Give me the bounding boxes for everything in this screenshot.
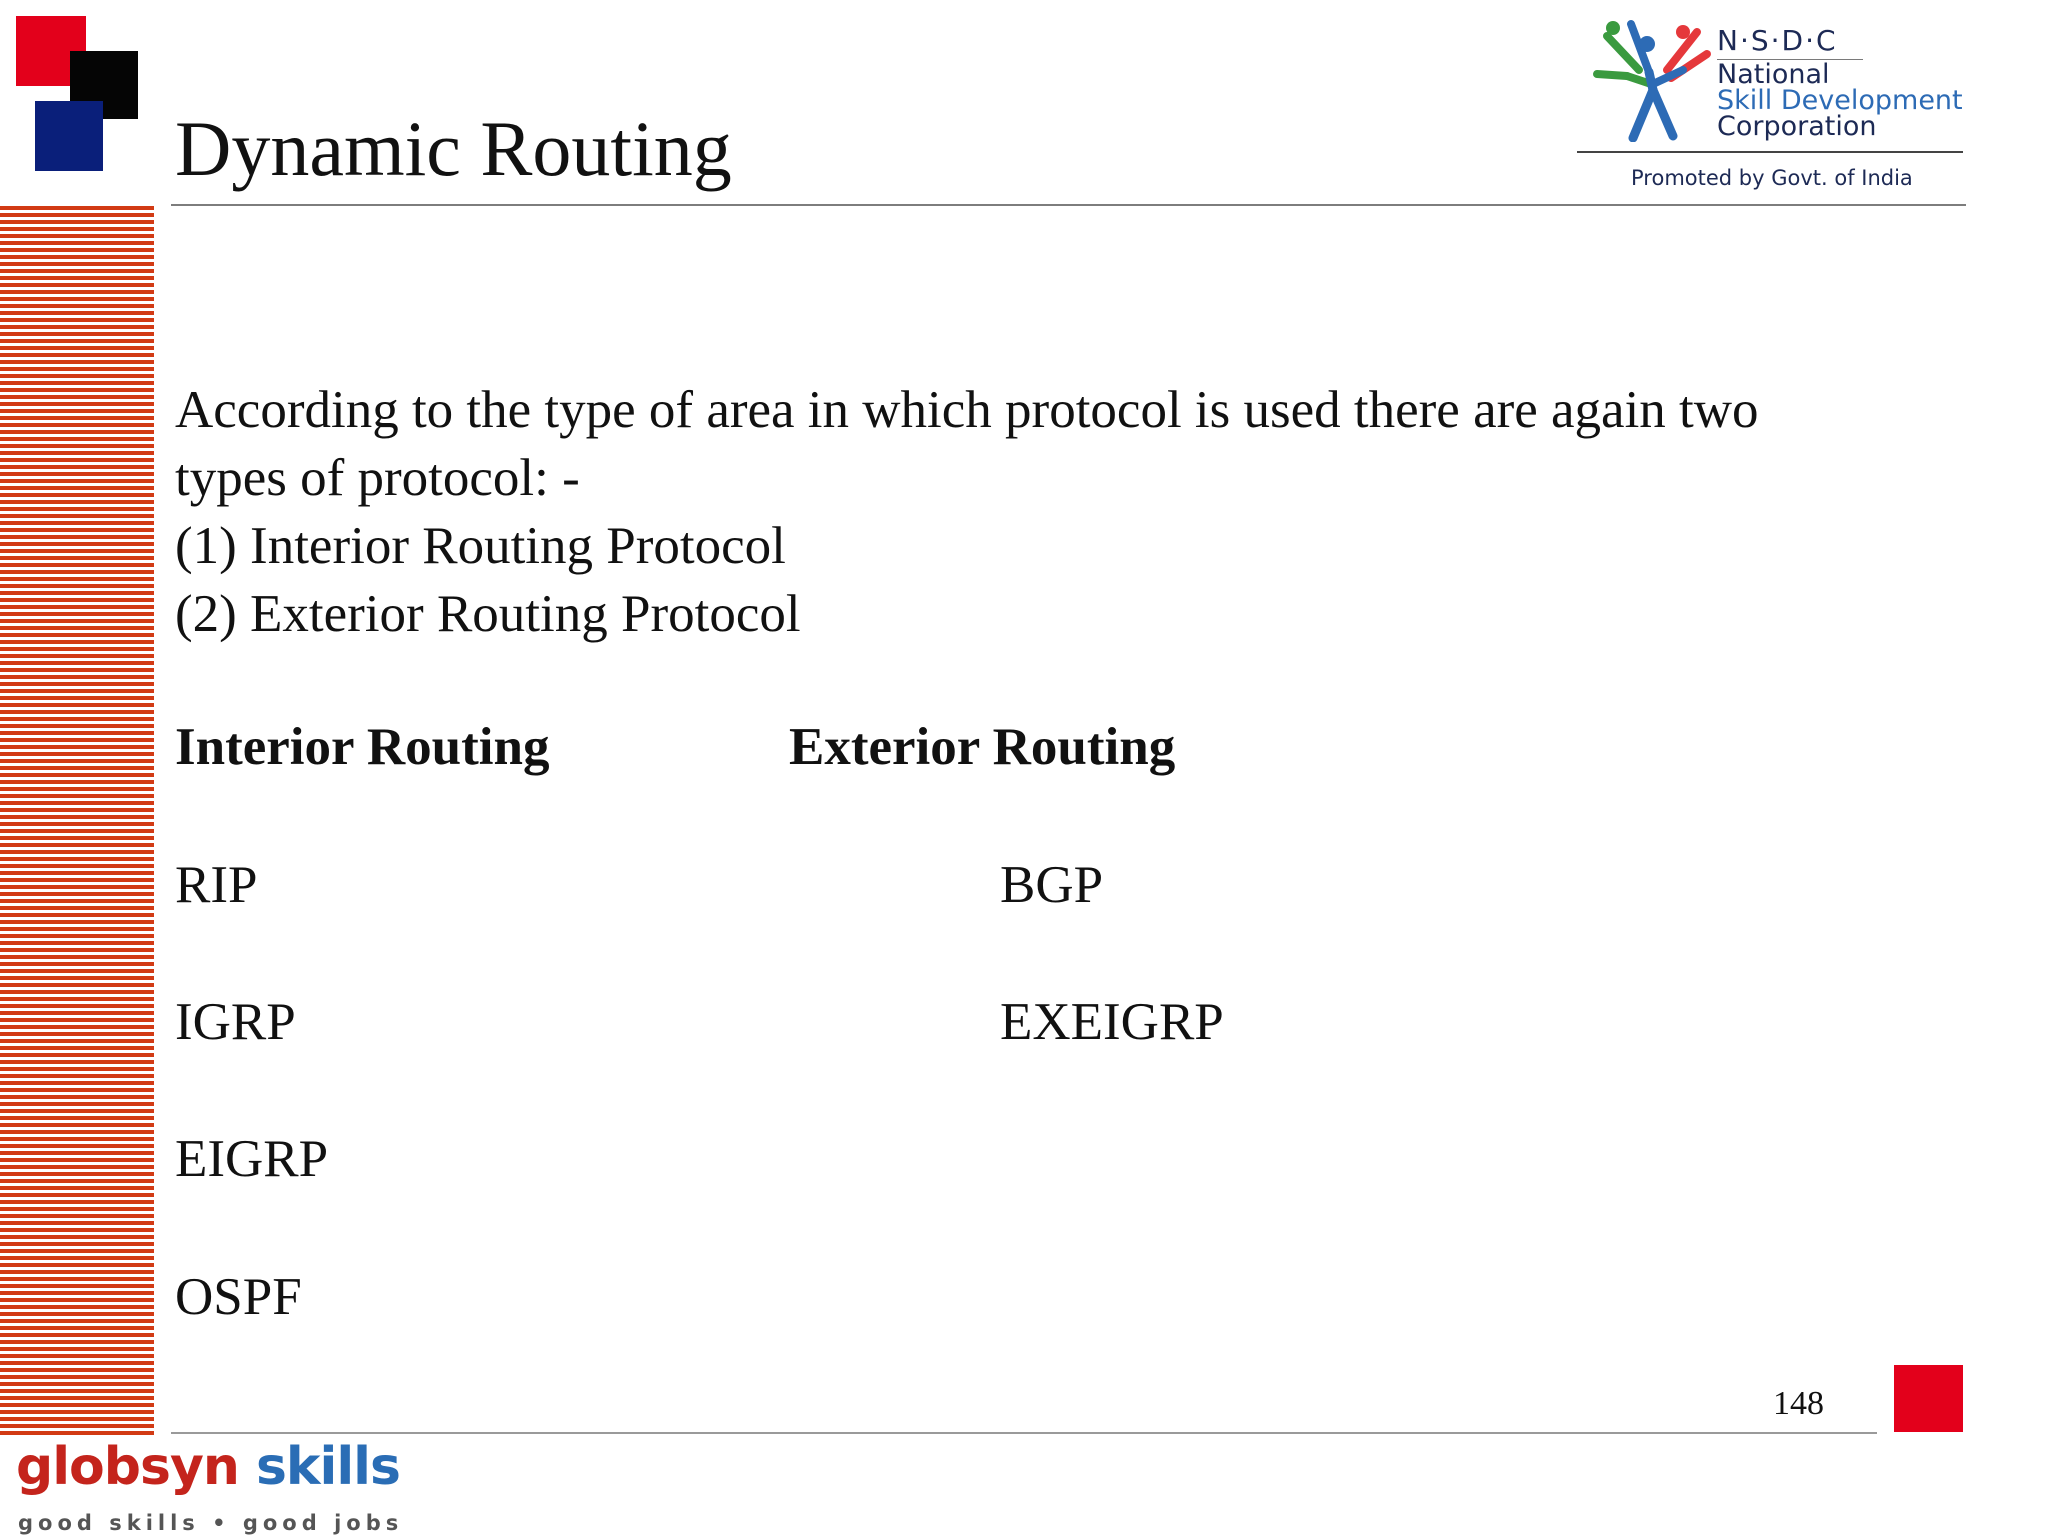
title-divider [171, 204, 1966, 206]
intro-line-2: types of protocol: - [175, 449, 580, 507]
brand-tagline: good skills • good jobs [18, 1511, 404, 1535]
page-number: 148 [1773, 1385, 1824, 1422]
globsyn-skills-logo [16, 1437, 400, 1497]
slide-title: Dynamic Routing [175, 105, 732, 192]
interior-protocol-rip: RIP [175, 856, 258, 914]
exterior-protocol-bgp: BGP [1000, 856, 1104, 914]
brand-skills: skills [255, 1437, 400, 1497]
interior-protocol-ospf: OSPF [175, 1268, 302, 1326]
intro-paragraph [175, 376, 1895, 648]
nsdc-promoted-text: Promoted by Govt. of India [1631, 166, 1913, 190]
protocol-item-2: (2) Exterior Routing Protocol [175, 585, 801, 643]
interior-protocol-igrp: IGRP [175, 993, 296, 1051]
protocol-item-1: (1) Interior Routing Protocol [175, 517, 786, 575]
nsdc-logo [1577, 10, 1967, 190]
corner-square-bottom-right [1894, 1365, 1963, 1432]
nsdc-name-line1: National [1717, 59, 1830, 90]
nsdc-logo-divider [1577, 151, 1963, 153]
intro-line-1: According to the type of area in which protocol is used there are again two [175, 381, 1759, 439]
nsdc-acronym: N·S·D·C [1717, 24, 1838, 57]
interior-routing-heading: Interior Routing [175, 718, 550, 776]
nsdc-name-line2: Skill Development [1717, 85, 1963, 116]
nsdc-figures-icon [1587, 14, 1717, 142]
exterior-protocol-exeigrp: EXEIGRP [1000, 993, 1224, 1051]
brand-globsyn: globsyn [16, 1437, 239, 1497]
footer-divider [171, 1432, 1877, 1434]
nsdc-name-line3: Corporation [1717, 111, 1877, 142]
interior-protocol-eigrp: EIGRP [175, 1130, 329, 1188]
left-stripe-bar [0, 206, 154, 1436]
corner-square-blue [35, 101, 103, 171]
exterior-routing-heading: Exterior Routing [789, 718, 1176, 776]
